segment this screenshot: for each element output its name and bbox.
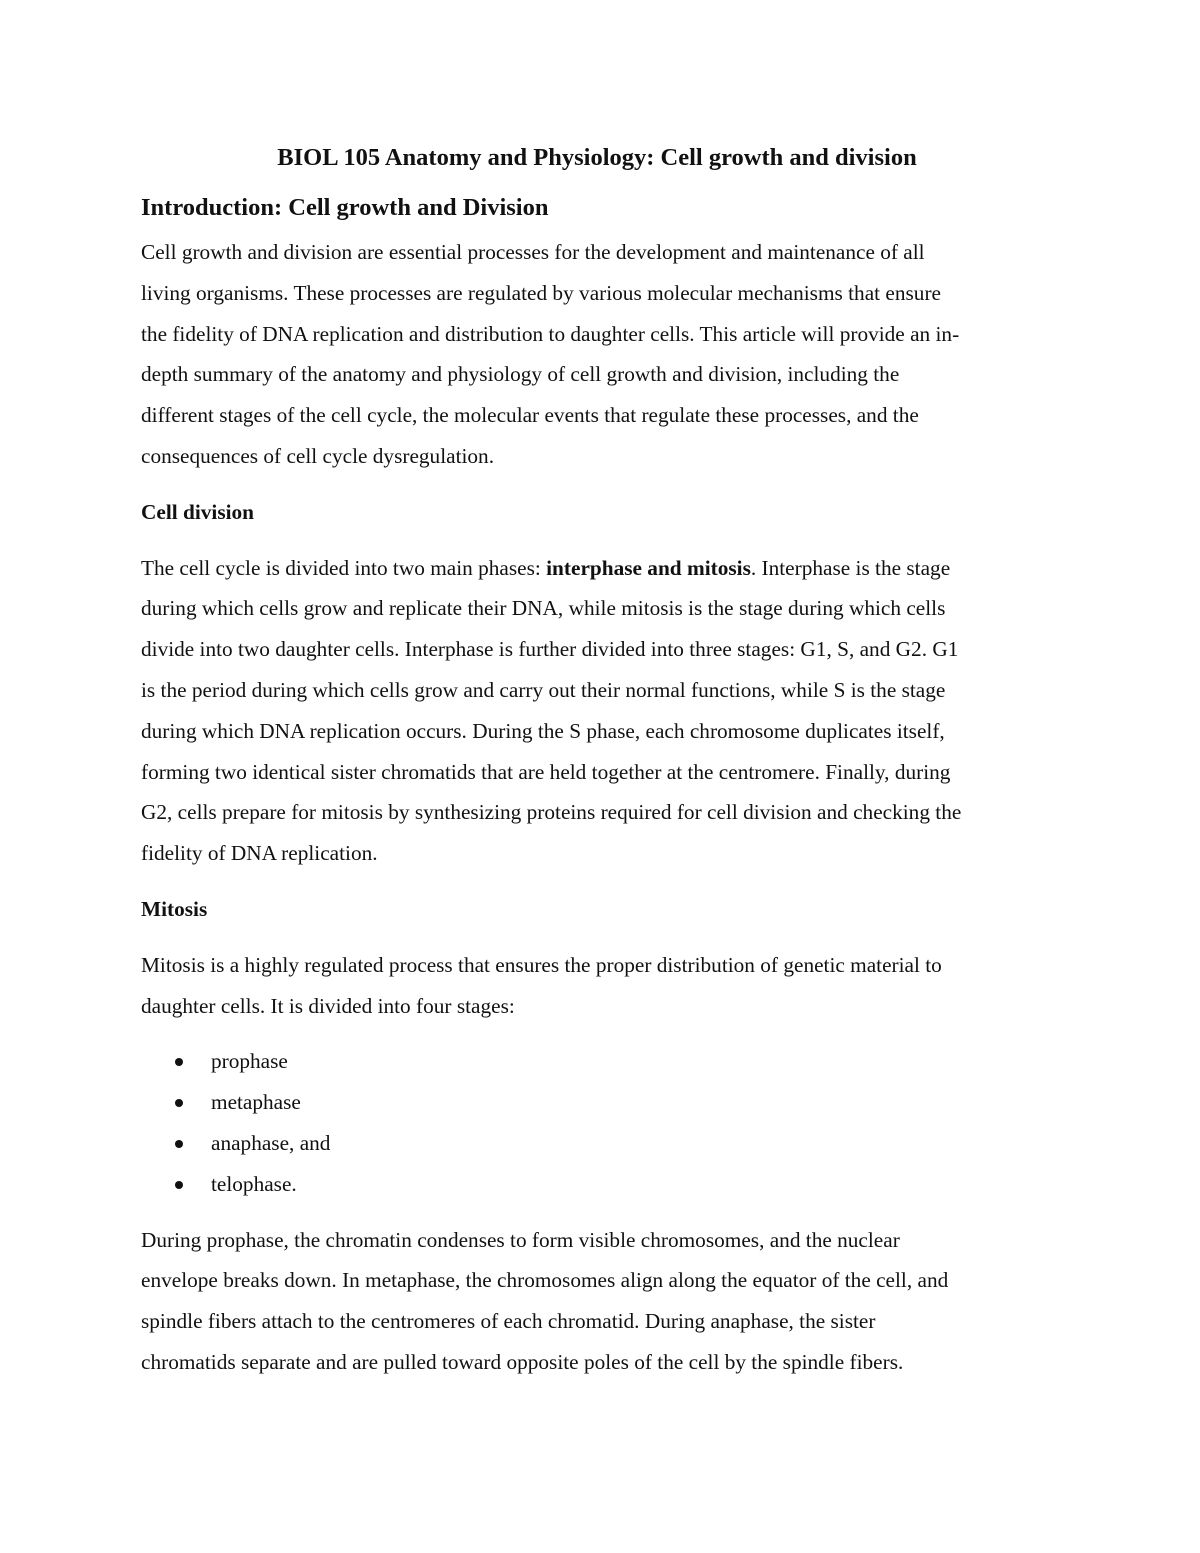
text-line: [141, 548, 1053, 589]
list-item-label: metaphase: [211, 1090, 301, 1115]
document-body: [141, 140, 1053, 1383]
bullet-icon: [175, 1058, 183, 1066]
list-item-label: telophase.: [211, 1171, 297, 1196]
text-line: fidelity of DNA replication.: [141, 841, 378, 866]
text-line: chromatids separate and are pulled toward opposite poles of the cell by the spindle fibers.: [141, 1349, 904, 1374]
text-line: consequences of cell cycle dysregulation.: [141, 443, 495, 468]
list-item: [141, 1123, 1053, 1164]
list-item-label: prophase: [211, 1049, 288, 1074]
text-line: during which cells grow and replicate their DNA, while mitosis is the stage during which cells: [141, 596, 946, 621]
text-line: is the period during which cells grow and carry out their normal functions, while S is the stage: [141, 677, 946, 702]
list-item: [141, 1082, 1053, 1123]
text-line: Cell growth and division are essential processes for the development and maintenance of all: [141, 240, 925, 264]
mitosis-heading: Mitosis: [141, 896, 208, 921]
text-line: daughter cells. It is divided into four stages:: [141, 993, 515, 1018]
mitosis-intro-paragraph: [141, 945, 1053, 1027]
bullet-icon: [175, 1099, 183, 1107]
text-run: . Interphase is the stage: [750, 555, 951, 580]
intro-heading: Introduction: Cell growth and Division: [141, 194, 549, 221]
text-line: the fidelity of DNA replication and distribution to daughter cells. This article will provide an in-: [141, 321, 960, 346]
intro-paragraph: [141, 232, 1053, 477]
bullet-icon: [175, 1181, 183, 1189]
document-title: BIOL 105 Anatomy and Physiology: Cell growth and division: [277, 144, 917, 171]
text-line: different stages of the cell cycle, the molecular events that regulate these processes, and the: [141, 403, 919, 428]
text-line: envelope breaks down. In metaphase, the chromosomes align along the equator of the cell, and: [141, 1268, 949, 1293]
text-line: during which DNA replication occurs. During the S phase, each chromosome duplicates itself,: [141, 718, 945, 743]
cell-division-heading: Cell division: [141, 499, 255, 524]
text-line: depth summary of the anatomy and physiology of cell growth and division, including the: [141, 362, 900, 387]
mitosis-detail-paragraph: [141, 1220, 1053, 1383]
list-item: [141, 1164, 1053, 1205]
text-line: divide into two daughter cells. Interphase is further divided into three stages: G1, S, and G2. G1: [141, 637, 959, 662]
bold-phrase: interphase and mitosis: [546, 555, 751, 580]
text-line: G2, cells prepare for mitosis by synthesizing proteins required for cell division and checking the: [141, 800, 962, 825]
text-line: During prophase, the chromatin condenses to form visible chromosomes, and the nuclear: [141, 1227, 900, 1252]
text-line: spindle fibers attach to the centromeres of each chromatid. During anaphase, the sister: [141, 1309, 876, 1334]
bullet-icon: [175, 1140, 183, 1148]
text-line: living organisms. These processes are regulated by various molecular mechanisms that ensure: [141, 280, 941, 305]
text-run: The cell cycle is divided into two main phases:: [141, 555, 547, 580]
cell-division-paragraph: [141, 548, 1053, 874]
text-line: Mitosis is a highly regulated process that ensures the proper distribution of genetic material to: [141, 952, 942, 977]
mitosis-stages-list: [141, 1041, 1053, 1204]
text-line: forming two identical sister chromatids that are held together at the centromere. Finally, during: [141, 759, 951, 784]
list-item: [141, 1041, 1053, 1082]
list-item-label: anaphase, and: [211, 1130, 331, 1155]
